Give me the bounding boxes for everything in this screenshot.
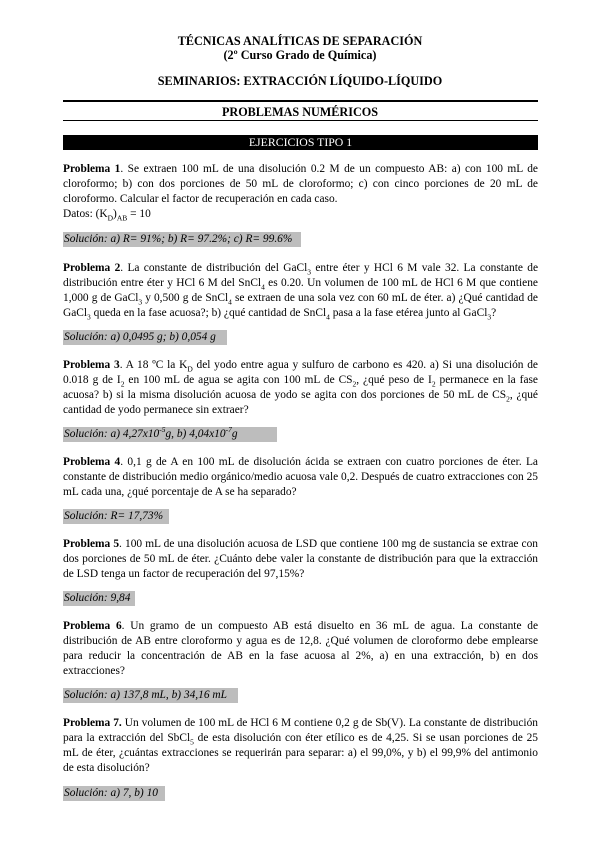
problem-label: Problema 4 bbox=[63, 456, 121, 468]
exercise-type-bar: EJERCICIOS TIPO 1 bbox=[63, 135, 538, 150]
solution-4: Solución: R= 17,73% bbox=[63, 509, 169, 524]
solution-7: Solución: a) 7, b) 10 bbox=[63, 786, 165, 801]
solution-5: Solución: 9,84 bbox=[63, 591, 135, 606]
problem-5: Problema 5. 100 mL de una disolución acuosa de LSD que contiene 100 mg de sustancia se extrae con dos porciones de 50 mL de éter. ¿Cuánto debe valer la constante de distribución para que la extracción de LSD tenga un factor de recuperación del 97,15%? bbox=[63, 538, 538, 580]
problem-label: Problema 2 bbox=[63, 262, 121, 274]
problem-label: Problema 3 bbox=[63, 359, 120, 371]
problem-label: Problema 6 bbox=[63, 620, 122, 632]
problem-3: Problema 3. A 18 ºC la $K_D$ del yodo entre agua y sulfuro de carbono es 420. a) Si una disolución de 0.018 g de $I_2$ en 100 mL de agua se agita con 100 mL de $CS_2$, ¿qué peso de $I_2$ permanece en la fase acuosa? b) si la misma disolución acuosa de yodo se agita con dos porciones de 50 mL de $CS_2$, ¿qué cantidad de yodo permanece sin extraer? bbox=[63, 359, 538, 416]
problem-label: Problema 7. bbox=[63, 717, 122, 729]
solution-6: Solución: a) 137,8 mL, b) 34,16 mL bbox=[63, 688, 238, 703]
course-subtitle: (2º Curso Grado de Química) bbox=[223, 48, 377, 62]
problem-2: Problema 2. La constante de distribución del GaCl$_3$ entre éter y HCl 6 M vale 32. La constante de distribución entre éter y HCl 6 M del SnCl$_4$ es 0.20. Un volumen de 100 mL de HCl 6 M que contiene 1,000 g de GaCl$_3$ y 0,500 g de SnCl$_4$ se extraen de una sola vez con 60 mL de éter. a) ¿Qué cantidad de GaCl$_3$ queda en la fase acuosa?; b) ¿qué cantidad de SnCl$_4$ pasa a la fase etérea junto al GaCl$_3$? bbox=[63, 262, 539, 322]
problem-6: Problema 6. Un gramo de un compuesto AB está disuelto en 36 mL de agua. La constante de distribución de AB entre cloroformo y agua es de 12,8. ¿Qué volumen de cloroformo debe emplearse para reducir la concentración de AB en la fase acuosa al 2%, a) en una extracción, b) en dos extracciones? bbox=[63, 620, 538, 677]
solution-2: Solución: a) 0,0495 g; b) 0,054 g bbox=[63, 330, 227, 345]
solution-1: Solución: a) R= 91%; b) R= 97.2%; c) R= 99.6% bbox=[63, 232, 301, 247]
seminar-title: SEMINARIOS: EXTRACCIÓN LÍQUIDO-LÍQUIDO bbox=[157, 74, 443, 88]
problem-4: Problema 4. 0,1 g de A en 100 mL de disolución ácida se extraen con cuatro porciones de éter. La constante de distribución medio orgánico/medio acuosa vale 0,2. Después de cuatro extracciones con 25 mL cada una, ¿qué porcentaje de A se ha separado? bbox=[63, 456, 538, 498]
solution-3: Solución: a) $4,27x10^{-5}g$, b) $4,04x10^{-7}g$ bbox=[63, 427, 277, 442]
course-title: TÉCNICAS ANALÍTICAS DE SEPARACIÓN bbox=[177, 34, 423, 48]
problem-1: Problema 1. Se extraen 100 mL de una disolución 0.2 M de un compuesto AB: a) con 100 mL de cloroformo; b) con dos porciones de 50 mL de cloroformo; c) con cinco porciones de 20 mL de cloroformo. Calcular el factor de recuperación en cada caso. Datos: $(K_D)_{AB} = 10$ bbox=[63, 163, 538, 223]
problem-label: Problema 1 bbox=[63, 163, 121, 175]
top-divider bbox=[63, 100, 538, 102]
section-heading: PROBLEMAS NUMÉRICOS bbox=[221, 105, 379, 119]
problem-label: Problema 5 bbox=[63, 538, 120, 550]
problem-7: Problema 7. Un volumen de 100 mL de HCl 6 M contiene 0,2 g de Sb(V). La constante de distribución para la extracción del SbCl$_5$ de esta disolución con éter etílico es de 4,25. Si se usan porciones de 25 mL de éter, ¿cuántas extracciones se requerirán para separar: a) el 99,0%, y b) el 99,9% del antimonio de esta disolución? bbox=[63, 717, 538, 774]
heading-underline bbox=[63, 120, 538, 121]
